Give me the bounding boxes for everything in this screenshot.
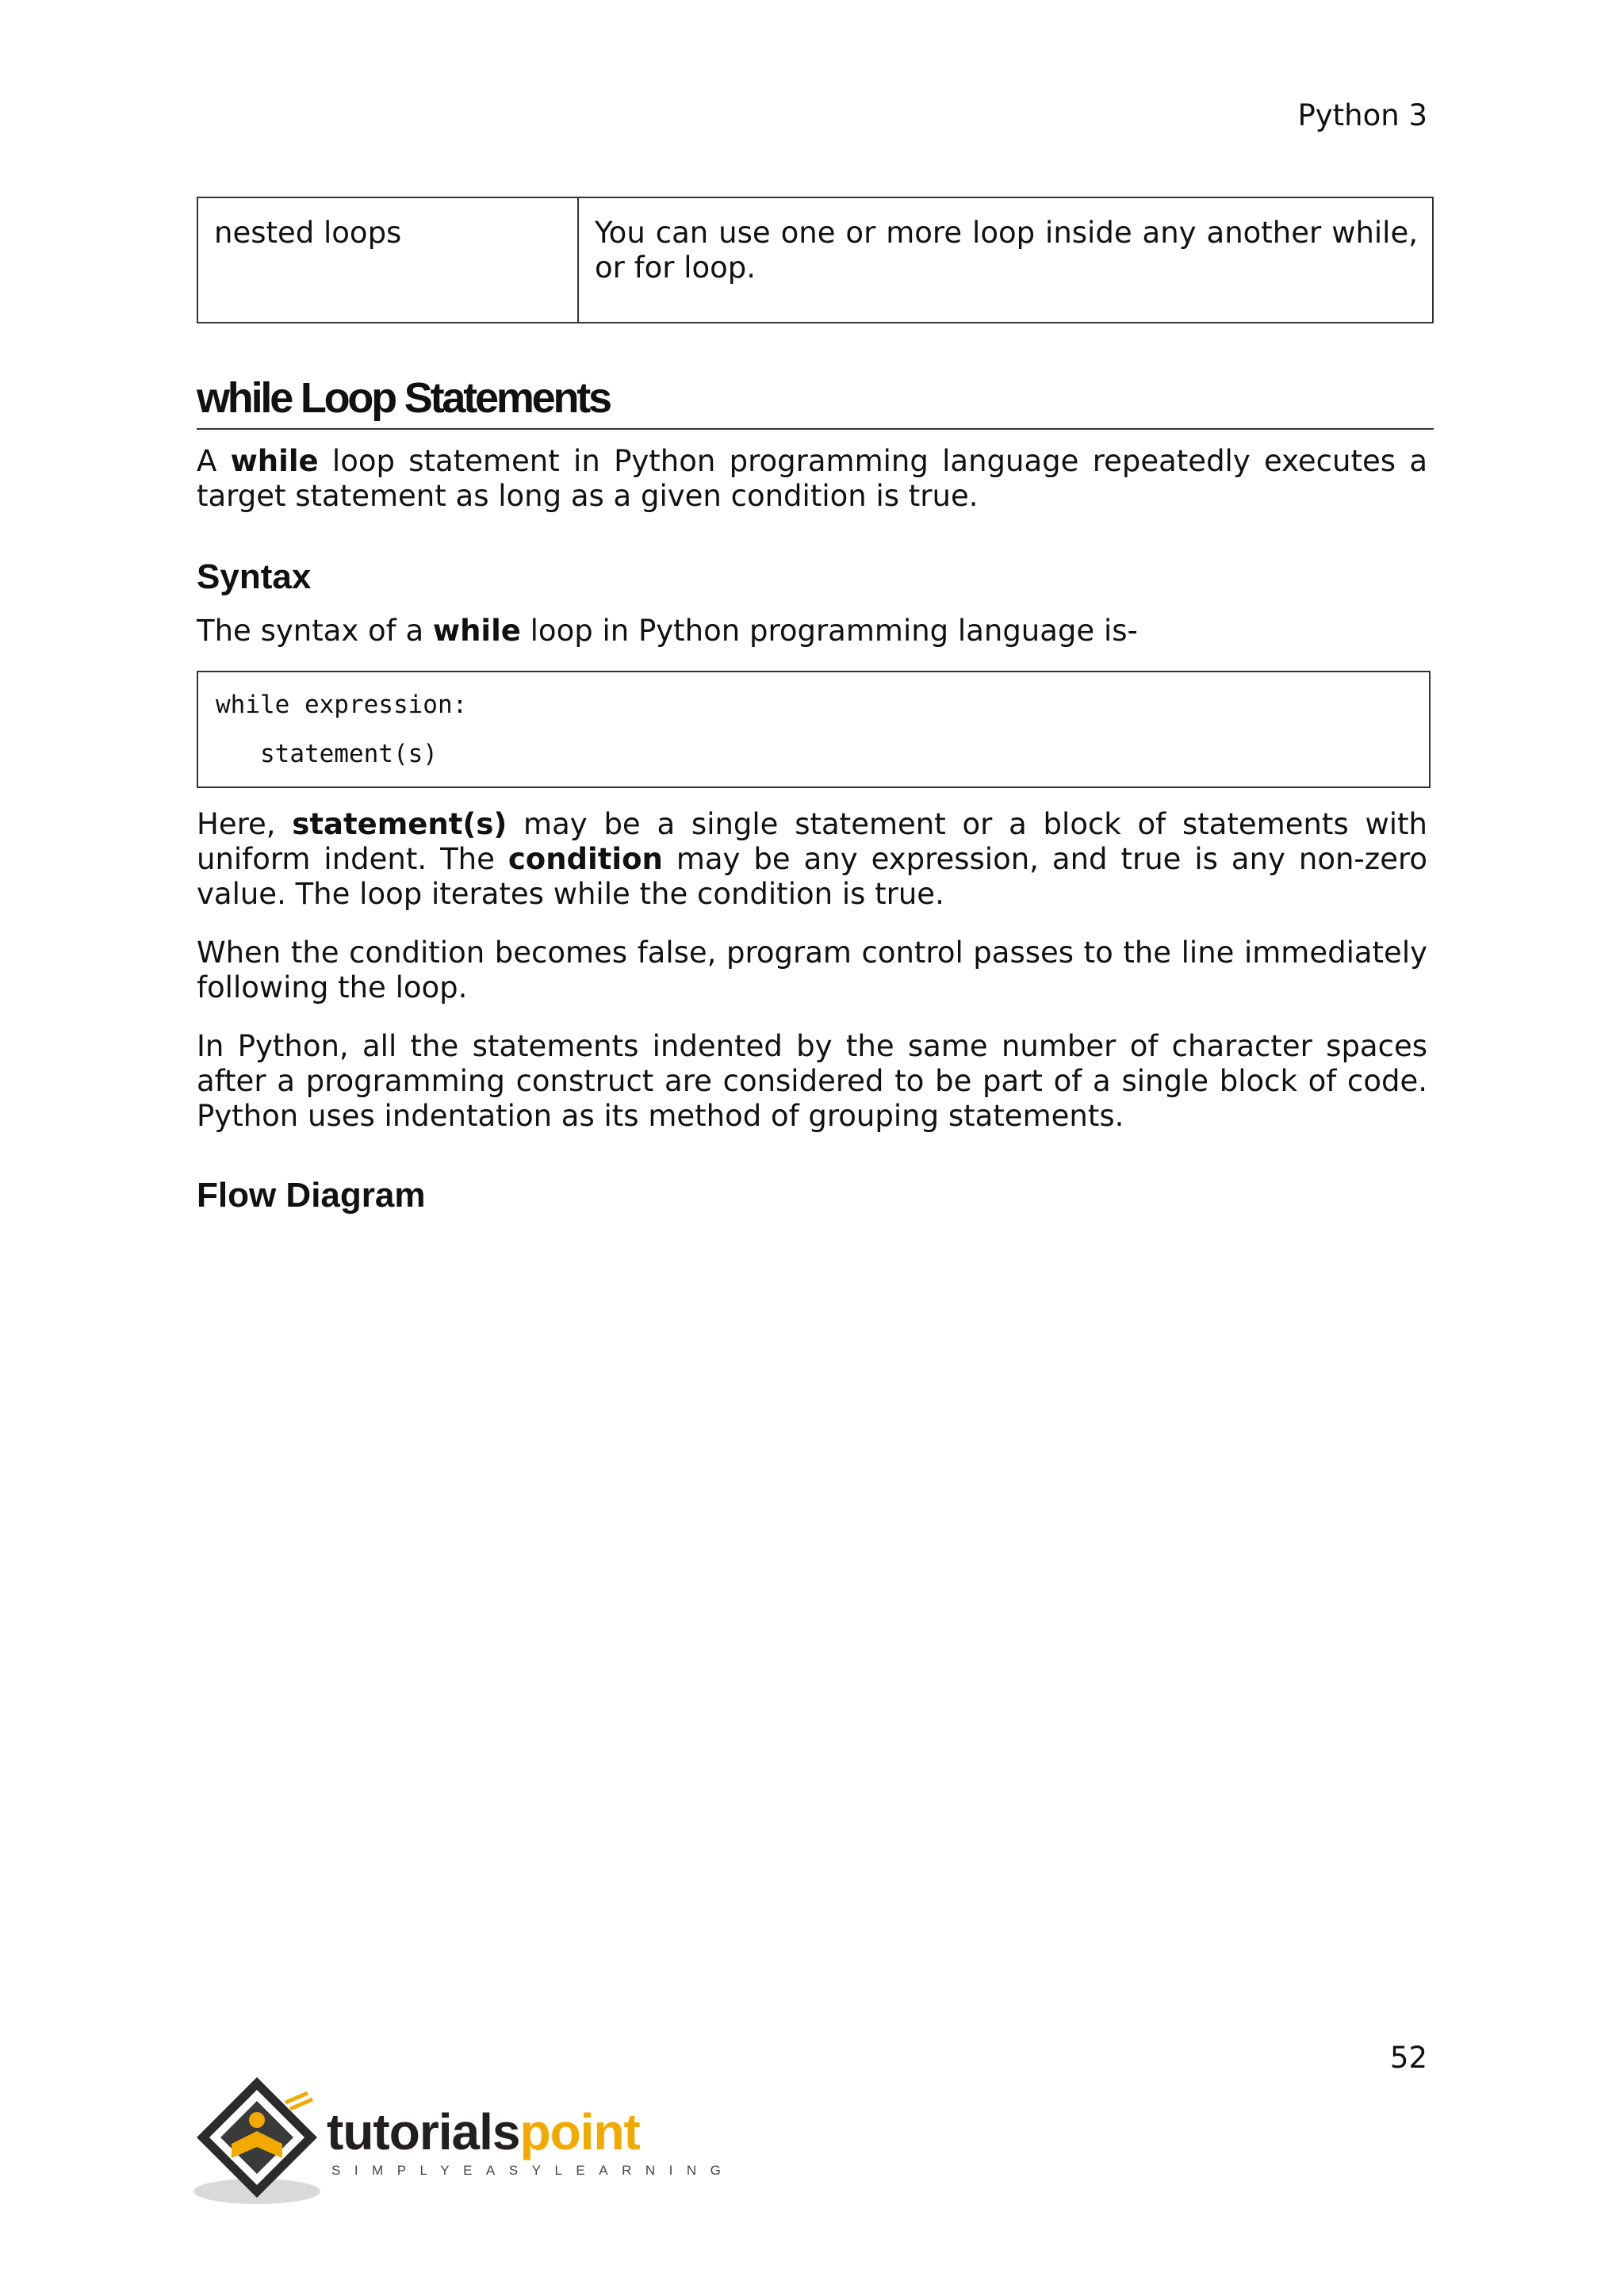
syntax-keyword: while bbox=[432, 614, 521, 648]
syntax-heading: Syntax bbox=[197, 557, 312, 596]
logo-word-tutorials: tutorials bbox=[327, 2103, 520, 2160]
intro-paragraph bbox=[197, 444, 1427, 514]
logo-emblem-icon bbox=[190, 2071, 325, 2214]
tutorialspoint-logo bbox=[190, 2071, 735, 2214]
logo-word-point: point bbox=[519, 2103, 640, 2160]
syntax-intro bbox=[197, 614, 1427, 649]
page-number: 52 bbox=[1389, 2041, 1427, 2075]
syntax-intro-text: The syntax of a bbox=[197, 614, 433, 648]
logo-wordmark bbox=[327, 2104, 640, 2160]
syntax-intro-text: loop in Python programming language is- bbox=[520, 614, 1138, 648]
intro-text: loop statement in Python programming language repeatedly executes a target statement as long as a given condition is true. bbox=[197, 444, 1427, 513]
code-line: statement(s) bbox=[216, 740, 438, 768]
explanation-keyword: condition bbox=[508, 842, 663, 876]
table-row bbox=[197, 197, 1433, 323]
logo-tagline: SIMPLYEASYLEARNING bbox=[331, 2163, 735, 2178]
table-cell-description: You can use one or more loop inside any another while, or for loop. bbox=[578, 197, 1433, 323]
explanation-keyword: statement(s) bbox=[292, 807, 508, 841]
code-block bbox=[197, 671, 1431, 788]
intro-text: A bbox=[197, 444, 231, 478]
explanation-text: Here, bbox=[197, 807, 293, 841]
loop-types-table bbox=[197, 197, 1434, 323]
table-cell-term: nested loops bbox=[197, 197, 578, 323]
explanation-text: may be any expression, and true is any non-zero value. The loop iterates while the condition is true. bbox=[197, 842, 1427, 911]
section-title: while Loop Statements bbox=[197, 373, 1434, 430]
intro-keyword: while bbox=[230, 444, 319, 478]
running-header: Python 3 bbox=[1297, 98, 1427, 132]
explanation-text: may be a single statement or a block of statements with uniform indent. The bbox=[197, 807, 1427, 876]
explanation-paragraph bbox=[197, 807, 1427, 912]
indentation-paragraph: In Python, all the statements indented by the same number of character spaces after a programming construct are considered to be part of a single block of code. Python uses indentation as its method of grouping statements. bbox=[197, 1029, 1427, 1133]
condition-false-paragraph: When the condition becomes false, program control passes to the line immediately following the loop. bbox=[197, 936, 1427, 1004]
flow-diagram-heading: Flow Diagram bbox=[197, 1176, 426, 1215]
code-line: while expression: bbox=[216, 691, 468, 719]
